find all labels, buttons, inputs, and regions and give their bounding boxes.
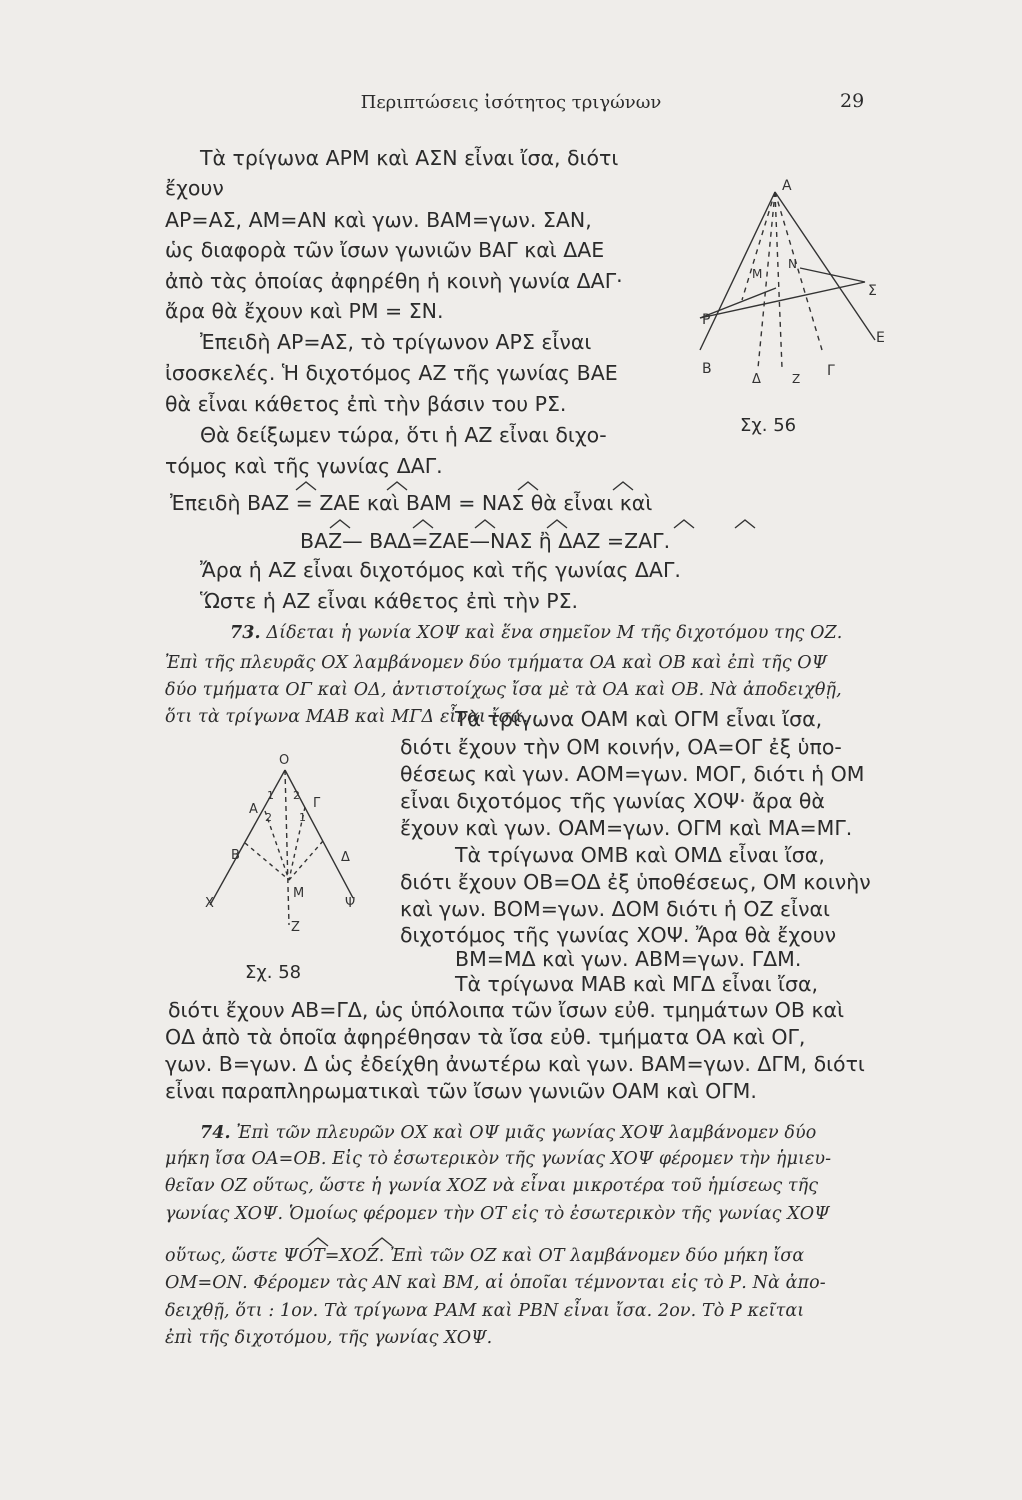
fig56-label: M — [752, 267, 763, 281]
text-line: ἔχουν — [165, 176, 224, 200]
figure-56-caption: Σχ. 56 — [740, 415, 797, 436]
text-line: τόμος καὶ τῆς γωνίας ΔΑΓ. — [165, 454, 443, 478]
fig58-label: Z — [291, 920, 300, 935]
proof-73-line: εἶναι παραπληρωματικαὶ τῶν ἴσων γωνιῶν ΟΑΜ καὶ ΟΓΜ. — [165, 1079, 757, 1103]
figure-58-caption: Σχ. 58 — [245, 962, 302, 983]
text-line: Τὰ τρίγωνα ΑΡΜ καὶ ΑΣΝ εἶναι ἴσα, διότι — [200, 146, 619, 170]
proof-73-line: διότι ἔχουν τὴν ΟΜ κοινήν, ΟΑ=ΟΓ ἐξ ὑπο- — [400, 735, 842, 759]
fig58-label: 2 — [293, 789, 300, 802]
fig58-label: Δ — [341, 850, 350, 865]
text-line: ἰσοσκελές. Ἡ διχοτόμος ΑΖ τῆς γωνίας ΒΑΕ — [165, 361, 618, 385]
exercise-73-text: Δίδεται ἡ γωνία ΧΟΨ καὶ ἕνα σημεῖον Μ τῆς διχοτόμου της ΟΖ. — [266, 623, 843, 643]
proof-73-line: διότι ἔχουν ΑΒ=ΓΔ, ὡς ὑπόλοιπα τῶν ἴσων εὐθ. τμημάτων ΟΒ καὶ — [168, 998, 845, 1022]
proof-73-line: καὶ γων. ΒΟΜ=γων. ΔΟΜ διότι ἡ ΟΖ εἶναι — [400, 897, 830, 921]
fig58-label: 1 — [267, 789, 274, 802]
fig56-label: A — [782, 178, 792, 194]
figure-56 — [680, 180, 900, 410]
angle-caret — [735, 520, 755, 528]
exercise-73-line: δύο τμήματα ΟΓ καὶ ΟΔ, ἀντιστοίχως ἴσα μὲ τὰ ΟΑ καὶ ΟΒ. Νὰ ἀποδειχθῇ, — [165, 680, 842, 700]
proof-73-line: θέσεως καὶ γων. ΑΟΜ=γων. ΜΟΓ, διότι ἡ ΟΜ — [400, 762, 865, 786]
fig58-label: B — [231, 848, 240, 863]
fig56-label: Δ — [752, 372, 761, 387]
fig58-label: 1 — [299, 811, 306, 824]
proof-73-line: Τὰ τρίγωνα ΟΜΒ καὶ ΟΜΔ εἶναι ἴσα, — [455, 843, 825, 867]
page-number: 29 — [840, 90, 865, 112]
text-line: Ἐπειδὴ ΒΑΖ = ΖΑΕ καὶ ΒΑΜ = ΝΑΣ θὰ εἶναι καὶ — [170, 491, 653, 515]
text-line: ὡς διαφορὰ τῶν ἴσων γωνιῶν ΒΑΓ καὶ ΔΑΕ — [165, 238, 605, 262]
exercise-74-line — [200, 1120, 816, 1146]
angle-caret — [296, 482, 316, 490]
exercise-73-number: 73. — [230, 623, 261, 643]
proof-73-line: διότι ἔχουν ΟΒ=ΟΔ ἐξ ὑποθέσεως, ΟΜ κοινὴν — [400, 870, 871, 894]
text-line: ΒΑΖ— ΒΑΔ=ΖΑΕ—ΝΑΣ ἢ ΔΑΖ =ΖΑΓ. — [300, 529, 671, 553]
text-line: Ἄρα ἡ ΑΖ εἶναι διχοτόμος καὶ τῆς γωνίας ΔΑΓ. — [200, 558, 681, 582]
angle-caret — [613, 482, 633, 490]
exercise-74-line: μήκη ἴσα ΟΑ=ΟΒ. Εἰς τὸ ἐσωτερικὸν τῆς γωνίας ΧΟΨ φέρομεν τὴν ἡμιευ- — [165, 1149, 832, 1169]
text-line: ἄρα θὰ ἔχουν καὶ ΡΜ = ΣΝ. — [165, 299, 444, 323]
exercise-74-text: Ἐπὶ τῶν πλευρῶν ΟΧ καὶ ΟΨ μιᾶς γωνίας ΧΟΨ λαμβάνομεν δύο — [236, 1123, 817, 1143]
proof-73-line: ΟΔ ἀπὸ τὰ ὁποῖα ἀφηρέθησαν τὰ ἴσα εὐθ. τμήματα ΟΑ καὶ ΟΓ, — [165, 1025, 806, 1049]
proof-73-line: εἶναι διχοτόμος τῆς γωνίας ΧΟΨ· ἄρα θὰ — [400, 789, 825, 813]
proof-73-line: Τὰ τρίγωνα ΜΑΒ καὶ ΜΓΔ εἶναι ἴσα, — [455, 972, 819, 996]
exercise-74-line: οὕτως, ὥστε ΨΟΤ=ΧΟΖ. Ἐπὶ τῶν ΟΖ καὶ ΟΤ λαμβάνομεν δύο μήκη ἴσα — [165, 1246, 805, 1266]
proof-73-line: γων. Β=γων. Δ ὡς ἐδείχθη ἀνωτέρω καὶ γων. ΒΑΜ=γων. ΔΓΜ, διότι — [165, 1052, 865, 1076]
fig58-label: Ψ — [345, 896, 356, 911]
text-line: Ἐπειδὴ ΑΡ=ΑΣ, τὸ τρίγωνον ΑΡΣ εἶναι — [200, 330, 592, 354]
angle-caret — [387, 482, 407, 490]
exercise-74-line: ἐπὶ τῆς διχοτόμου, τῆς γωνίας ΧΟΨ. — [165, 1328, 493, 1348]
angle-caret — [674, 520, 694, 528]
fig56-label: Z — [792, 372, 801, 386]
fig56-label: E — [876, 330, 885, 346]
text-line: θὰ εἶναι κάθετος ἐπὶ τὴν βάσιν του ΡΣ. — [165, 392, 567, 416]
angle-caret — [518, 482, 538, 490]
angle-caret — [330, 520, 350, 528]
text-line: ΑΡ=ΑΣ, ΑΜ=ΑΝ καὶ γων. ΒΑΜ=γων. ΣΑΝ, — [165, 208, 592, 232]
exercise-74-line: ΟΜ=ΟΝ. Φέρομεν τὰς ΑΝ καὶ ΒΜ, αἱ ὁποῖαι τέμνονται εἰς τὸ Ρ. Νὰ ἀπο- — [165, 1273, 826, 1293]
fig58-label: A — [249, 802, 258, 817]
exercise-73-line — [230, 620, 842, 646]
chapter-title: Περιπτώσεις ἰσότητος τριγώνων — [360, 92, 662, 113]
figure-58 — [205, 755, 385, 985]
text-line: Ὥστε ἡ ΑΖ εἶναι κάθετος ἐπὶ τὴν ΡΣ. — [200, 589, 579, 613]
angle-caret — [413, 520, 433, 528]
exercise-73-line: Ἐπὶ τῆς πλευρᾶς ΟΧ λαμβάνομεν δύο τμήματα ΟΑ καὶ ΟΒ καὶ ἐπὶ τῆς ΟΨ — [165, 653, 828, 673]
exercise-74-line: θεῖαν ΟΖ οὕτως, ὥστε ἡ γωνία ΧΟΖ νὰ εἶναι μικροτέρα τοῦ ἡμίσεως τῆς — [165, 1176, 819, 1196]
proof-73-line: Τὰ τρίγωνα ΟΑΜ καὶ ΟΓΜ εἶναι ἴσα, — [455, 707, 823, 731]
fig58-label: O — [279, 753, 290, 768]
angle-caret — [547, 520, 567, 528]
angle-caret — [475, 520, 495, 528]
exercise-74-line: γωνίας ΧΟΨ. Ὁμοίως φέρομεν τὴν ΟΤ εἰς τὸ ἐσωτερικὸν τῆς γωνίας ΧΟΨ — [165, 1204, 830, 1224]
exercise-74-line: δειχθῇ, ὅτι : 1ον. Τὰ τρίγωνα ΡΑΜ καὶ ΡΒΝ εἶναι ἴσα. 2ον. Τὸ Ρ κεῖται — [165, 1301, 805, 1321]
fig56-label: Σ — [868, 283, 877, 299]
proof-73-line: ἔχουν καὶ γων. ΟΑΜ=γων. ΟΓΜ καὶ ΜΑ=ΜΓ. — [400, 816, 853, 840]
exercise-73-line: ὅτι τὰ τρίγωνα ΜΑΒ καὶ ΜΓΔ εἶναι ἴσα. — [165, 707, 529, 727]
fig56-label: B — [702, 361, 712, 377]
fig58-label: X — [205, 896, 214, 911]
text-line: ἀπὸ τὰς ὁποίας ἀφηρέθη ἡ κοινὴ γωνία ΔΑΓ· — [165, 269, 623, 293]
proof-73-line: ΒΜ=ΜΔ καὶ γων. ΑΒΜ=γων. ΓΔΜ. — [455, 947, 802, 971]
proof-73-line: διχοτόμος τῆς γωνίας ΧΟΨ. Ἄρα θὰ ἔχουν — [400, 923, 837, 947]
fig56-label: Γ — [827, 363, 835, 379]
fig58-label: Γ — [313, 796, 321, 811]
fig58-label: 2 — [265, 811, 272, 824]
fig56-label: P — [702, 312, 711, 328]
text-line: Θὰ δείξωμεν τώρα, ὅτι ἡ ΑΖ εἶναι διχο- — [200, 423, 607, 447]
fig56-label: N — [788, 257, 797, 271]
fig58-label: M — [293, 886, 305, 901]
exercise-74-number: 74. — [200, 1123, 231, 1143]
